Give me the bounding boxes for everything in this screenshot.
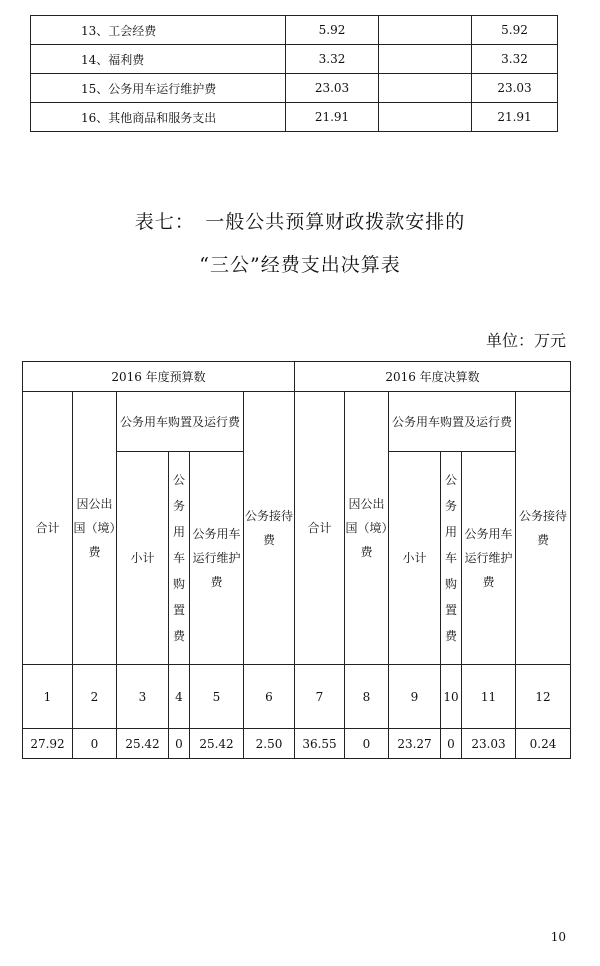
header-car-group: 公务用车购置及运行费 (389, 392, 516, 452)
value-cell: 2.50 (244, 729, 295, 759)
value-cell: 23.27 (389, 729, 441, 759)
col-number: 11 (462, 665, 516, 729)
value-cell: 0 (73, 729, 117, 759)
value-cell: 36.55 (295, 729, 345, 759)
col-number: 8 (345, 665, 389, 729)
row-budget: 21.91 (286, 103, 379, 132)
row-budget: 3.32 (286, 45, 379, 74)
col-number: 4 (169, 665, 190, 729)
header-car-purchase: 公务用车购置费 (441, 452, 462, 665)
table-row (31, 74, 558, 103)
header-reception: 公务接待费 (244, 392, 295, 665)
value-cell: 25.42 (117, 729, 169, 759)
row-adjust (379, 74, 472, 103)
budget-group-header: 2016 年度预算数 (23, 362, 295, 392)
value-cell: 0 (441, 729, 462, 759)
col-number: 2 (73, 665, 117, 729)
row-adjust (379, 103, 472, 132)
header-car-operation: 公务用车运行维护费 (462, 452, 516, 665)
row-budget: 23.03 (286, 74, 379, 103)
header-subtotal: 小计 (117, 452, 169, 665)
row-final: 23.03 (472, 74, 558, 103)
header-car-group: 公务用车购置及运行费 (117, 392, 244, 452)
header-subtotal: 小计 (389, 452, 441, 665)
table-row (31, 45, 558, 74)
header-car-purchase: 公务用车购置费 (169, 452, 190, 665)
header-row-2 (23, 392, 571, 452)
value-cell: 23.03 (462, 729, 516, 759)
col-number: 7 (295, 665, 345, 729)
col-number: 6 (244, 665, 295, 729)
page-number: 10 (550, 930, 566, 944)
row-final: 3.32 (472, 45, 558, 74)
final-group-header: 2016 年度决算数 (295, 362, 571, 392)
column-number-row (23, 665, 571, 729)
unit-label: 单位：万元 (485, 331, 566, 350)
row-adjust (379, 16, 472, 45)
col-number: 10 (441, 665, 462, 729)
group-header-row (23, 362, 571, 392)
header-abroad: 因公出国（境）费 (73, 392, 117, 665)
value-row (23, 729, 571, 759)
row-name: 15、公务用车运行维护费 (31, 74, 286, 103)
value-cell: 25.42 (190, 729, 244, 759)
col-number: 5 (190, 665, 244, 729)
row-adjust (379, 45, 472, 74)
header-reception: 公务接待费 (516, 392, 571, 665)
header-abroad: 因公出国（境）费 (345, 392, 389, 665)
three-public-expense-table (22, 361, 571, 759)
row-final: 5.92 (472, 16, 558, 45)
table-title-line1: 表七： 一般公共预算财政拨款安排的 (134, 211, 466, 233)
expense-detail-table (30, 15, 558, 132)
row-name: 13、工会经费 (31, 16, 286, 45)
col-number: 12 (516, 665, 571, 729)
col-number: 3 (117, 665, 169, 729)
value-cell: 0.24 (516, 729, 571, 759)
row-budget: 5.92 (286, 16, 379, 45)
value-cell: 0 (345, 729, 389, 759)
value-cell: 27.92 (23, 729, 73, 759)
col-number: 9 (389, 665, 441, 729)
table-row (31, 16, 558, 45)
header-car-operation: 公务用车运行维护费 (190, 452, 244, 665)
row-name: 14、福利费 (31, 45, 286, 74)
header-total: 合计 (23, 392, 73, 665)
row-name: 16、其他商品和服务支出 (31, 103, 286, 132)
table-title-line2: “三公”经费支出决算表 (199, 254, 401, 276)
col-number: 1 (23, 665, 73, 729)
row-final: 21.91 (472, 103, 558, 132)
header-total: 合计 (295, 392, 345, 665)
value-cell: 0 (169, 729, 190, 759)
table-row (31, 103, 558, 132)
